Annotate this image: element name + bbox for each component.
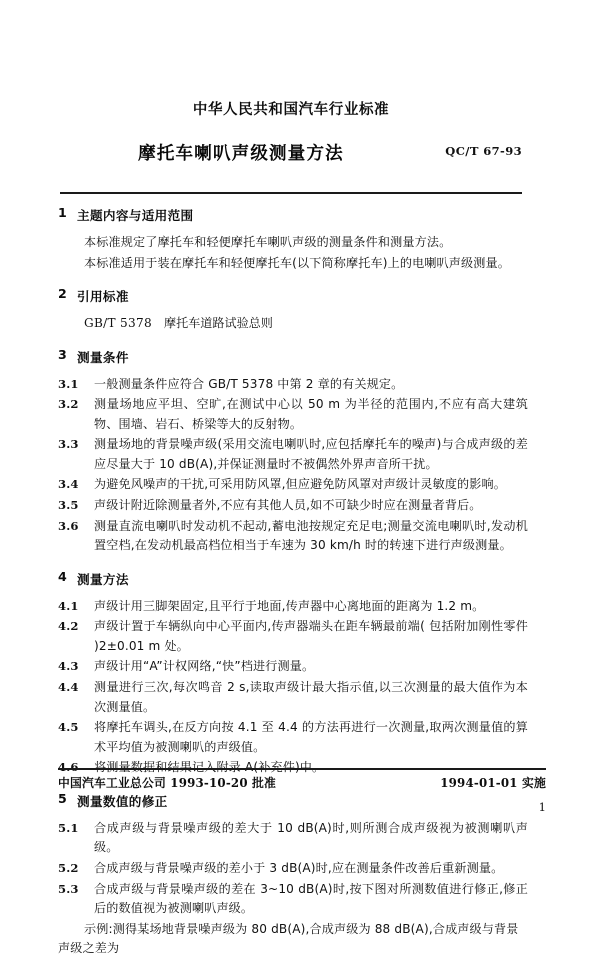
clause — [58, 657, 528, 677]
clause-text: 一般测量条件应符合 GB/T 5378 中第 2 章的有关规定。 — [94, 376, 404, 391]
section-heading-2 — [58, 286, 528, 305]
effective-date-text: 1994-01-01 实施 — [440, 776, 546, 790]
clause-number: 3.6 — [58, 518, 79, 533]
section-heading-3 — [58, 347, 528, 366]
clause — [58, 435, 528, 474]
clause — [58, 517, 528, 556]
page-number: 1 — [538, 800, 546, 814]
clause-text: 声级计置于车辆纵向中心平面内,传声器端头在距车辆最前端( 包括附加刚性零件 )2±0.01 m 处。 — [94, 619, 528, 653]
clause-number: 5.2 — [58, 861, 79, 876]
section-title: 测量方法 — [77, 571, 129, 587]
clause-text: 声级计附近除测量者外,不应有其他人员,如不可缺少时应在测量者背后。 — [94, 497, 482, 512]
clause-number: 4.3 — [58, 659, 79, 674]
paragraph: 本标准规定了摩托车和轻便摩托车喇叭声级的测量条件和测量方法。 — [84, 235, 452, 249]
footer-divider — [58, 768, 546, 770]
clause-text: 声级计用三脚架固定,且平行于地面,传声器中心离地面的距离为 1.2 m。 — [94, 598, 485, 613]
section-number: 5 — [58, 790, 68, 806]
clause-number: 5.1 — [58, 820, 79, 835]
page-title: 摩托车喇叭声级测量方法 — [138, 144, 344, 165]
clause — [58, 375, 528, 395]
paragraph: 本标准适用于装在摩托车和轻便摩托车(以下简称摩托车)上的电喇叭声级测量。 — [84, 255, 511, 270]
clause-text: 合成声级与背景噪声级的差在 3~10 dB(A)时,按下图对所测数值进行修正,修正后的数值视为被测喇叭声级。 — [94, 881, 528, 916]
clause-text: 测量进行三次,每次鸣音 2 s,读取声级计最大指示值,以三次测量的最大值作为本次测量值。 — [94, 680, 528, 714]
section-number: 1 — [58, 205, 68, 220]
clause-text: 合成声级与背景噪声级的差大于 10 dB(A)时,则所测合成声级视为被测喇叭声级。 — [94, 820, 528, 855]
document-body — [58, 205, 528, 960]
clause-number: 4.2 — [58, 619, 79, 634]
title-row — [60, 140, 522, 170]
clause — [58, 880, 528, 919]
clause-text: 合成声级与背景噪声级的差小于 3 dB(A)时,应在测量条件改善后重新测量。 — [94, 861, 504, 876]
section-heading-1 — [58, 205, 528, 224]
section-title: 主题内容与适用范围 — [77, 208, 194, 223]
referenced-standard — [58, 314, 528, 333]
example-paragraph: 示例:测得某场地背景噪声级为 80 dB(A),合成声级为 88 dB(A),合成声级与背景声级之差为 — [58, 921, 519, 956]
section-number: 3 — [58, 346, 68, 362]
clause — [58, 819, 528, 858]
clause — [58, 496, 528, 516]
document-header — [60, 100, 522, 170]
section-heading-4 — [58, 569, 528, 588]
section-title: 测量条件 — [77, 349, 129, 365]
clause-text: 将摩托车调头,在反方向按 4.1 至 4.4 的方法再进行一次测量,取两次测量值的算术平均值为被测喇叭的声级值。 — [94, 720, 528, 754]
clause-number: 3.5 — [58, 497, 79, 512]
clause-number: 3.4 — [58, 477, 79, 492]
clause — [58, 718, 528, 757]
section-number: 2 — [58, 286, 68, 302]
clause-text: 为避免风噪声的干扰,可采用防风罩,但应避免防风罩对声级计灵敏度的影响。 — [94, 477, 507, 492]
clause-number: 5.3 — [58, 881, 79, 896]
clause-text: 声级计用“A”计权网络,“快”档进行测量。 — [94, 659, 315, 674]
clause-number: 4.4 — [58, 680, 79, 695]
clause-number: 4.5 — [58, 720, 79, 735]
section-title: 引用标准 — [77, 289, 129, 305]
clause — [58, 859, 528, 879]
clause-number: 3.2 — [58, 397, 79, 412]
approval-text: 中国汽车工业总公司 1993-10-20 批准 — [58, 776, 277, 790]
clause — [58, 617, 528, 656]
standard-category: 中华人民共和国汽车行业标准 — [192, 102, 390, 118]
clause — [58, 597, 528, 617]
clause-text: 测量场地应平坦、空旷,在测试中心以 50 m 为半径的范围内,不应有高大建筑物、围墙、岩石、桥梁等大的反射物。 — [94, 397, 528, 431]
clause — [58, 395, 528, 434]
clause-text: 测量场地的背景噪声级(采用交流电喇叭时,应包括摩托车的噪声)与合成声级的差应尽量大于 10 dB(A),并保证测量时不被偶然外界声音所干扰。 — [94, 437, 528, 471]
section-number: 4 — [58, 568, 68, 584]
clause-number: 3.3 — [58, 437, 79, 452]
clause — [58, 678, 528, 717]
standard-number: QC/T 67-93 — [445, 144, 522, 159]
clause — [58, 475, 528, 495]
clause-number: 4.1 — [58, 598, 79, 613]
referenced-standard-name: 摩托车道路试验总则 — [164, 316, 273, 331]
header-divider — [60, 192, 522, 194]
footer — [58, 774, 546, 791]
clause-text: 测量直流电喇叭时发动机不起动,蓄电池按规定充足电;测量交流电喇叭时,发动机置空档,在发动机最高档位相当于车速为 30 km/h 时的转速下进行声级测量。 — [94, 518, 528, 553]
clause-number: 3.1 — [58, 376, 79, 391]
section-title: 测量数值的修正 — [77, 793, 168, 809]
referenced-standard-code: GB/T 5378 — [84, 316, 153, 331]
